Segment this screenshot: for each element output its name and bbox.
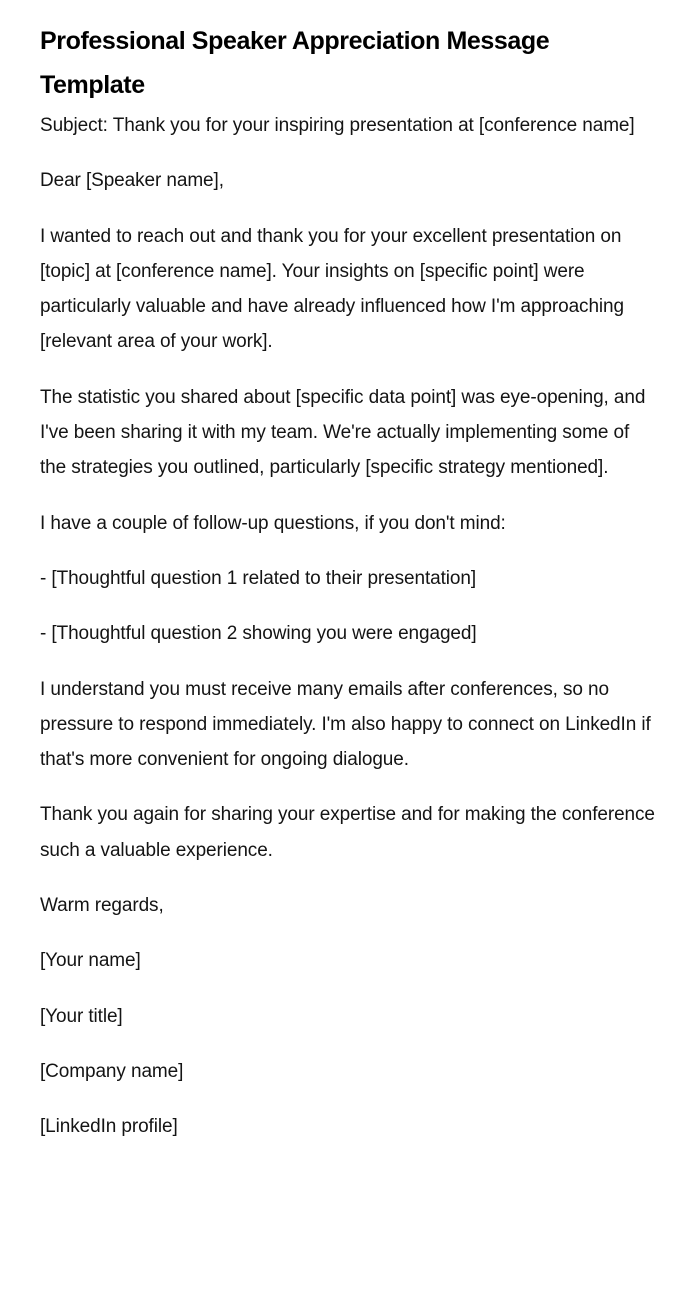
question-item-2: - [Thoughtful question 2 showing you were engaged]	[40, 623, 477, 645]
page-title: Professional Speaker Appreciation Message Template	[40, 27, 550, 99]
signature-linkedin: [LinkedIn profile]	[40, 1116, 178, 1138]
body-paragraph-questions-intro: I have a couple of follow-up questions, if you don't mind:	[40, 512, 506, 534]
body-paragraph-no-pressure: I understand you must receive many emails after conferences, so no pressure to respond immediately. I'm also happy to connect on LinkedIn if that's more convenient for ongoing dialogue.	[40, 678, 651, 771]
signature-name: [Your name]	[40, 950, 141, 972]
question-item-1: - [Thoughtful question 1 related to their presentation]	[40, 567, 476, 589]
body-paragraph-statistic: The statistic you shared about [specific data point] was eye-opening, and I've been sharing it with my team. We're actually implementing some of the strategies you outlined, particularly [specific strategy mentioned].	[40, 386, 646, 479]
signature-title: [Your title]	[40, 1005, 123, 1027]
body-paragraph-thanks: I wanted to reach out and thank you for your excellent presentation on [topic] at [conference name]. Your insights on [specific point] were particularly valuable and have already influenced how I'm approaching [relevant area of your work].	[40, 225, 624, 353]
subject-line: Subject: Thank you for your inspiring presentation at [conference name]	[40, 115, 635, 136]
sign-off: Warm regards,	[40, 895, 164, 917]
signature-company: [Company name]	[40, 1060, 184, 1082]
salutation: Dear [Speaker name],	[40, 170, 224, 192]
body-paragraph-closing: Thank you again for sharing your expertise and for making the conference such a valuable experience.	[40, 804, 655, 861]
